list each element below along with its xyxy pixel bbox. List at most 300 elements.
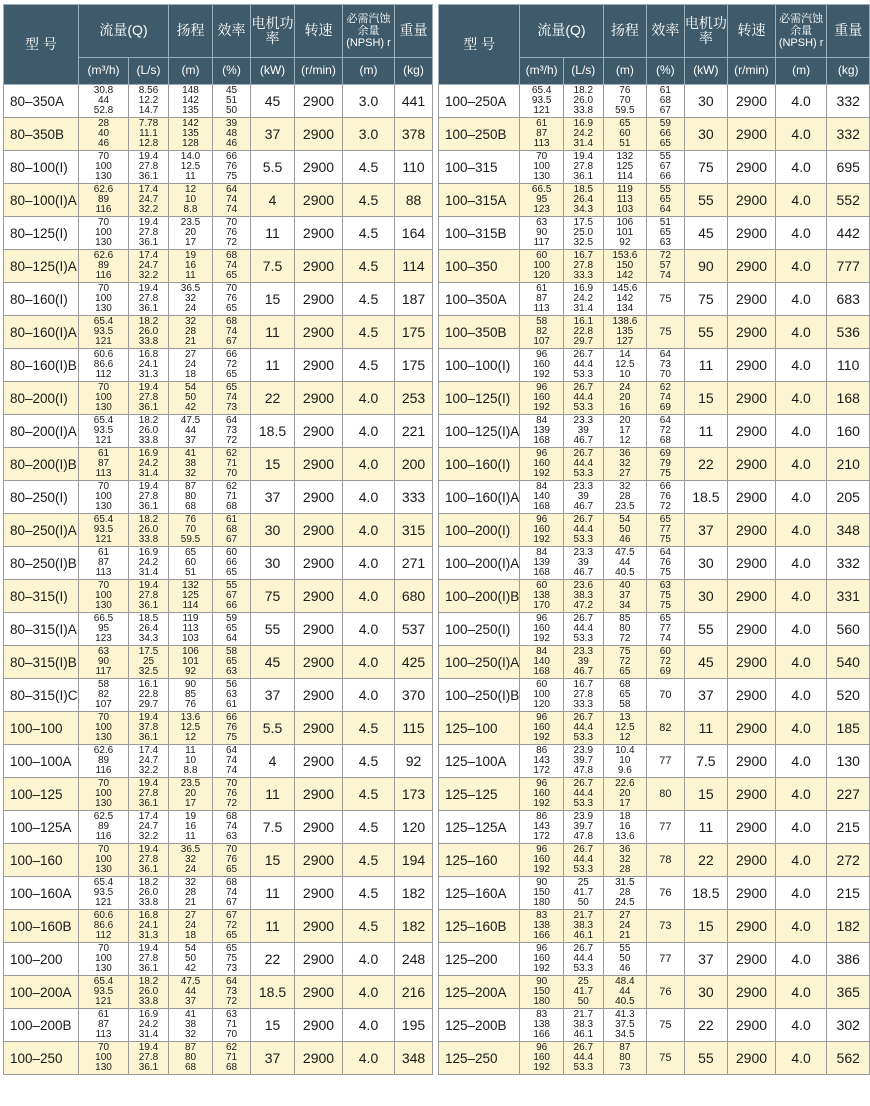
flow-m3h-cell-value: 96	[536, 844, 548, 855]
head-cell-value: 47.5	[180, 976, 201, 987]
flow-ls-cell-value: 39	[577, 425, 589, 436]
head-cell-value: 138.6	[612, 316, 638, 327]
flow-m3h-cell-value: 160	[533, 458, 550, 469]
flow-m3h-cell	[520, 514, 564, 547]
flow-m3h-cell	[79, 646, 129, 679]
efficiency-cell-value: 73	[225, 986, 238, 997]
flow-m3h-cell-value: 63	[97, 646, 110, 657]
efficiency-cell-value: 75	[659, 534, 671, 545]
table-row	[4, 250, 433, 283]
flow-ls-cell-value: 24.2	[138, 1019, 159, 1030]
head-cell-value: 32	[184, 468, 197, 479]
efficiency-cell-value: 62	[659, 382, 671, 393]
flow-ls-cell-value: 27.8	[138, 590, 159, 601]
flow-m3h-cell-value: 121	[95, 336, 112, 347]
efficiency-cell	[647, 745, 685, 778]
flow-ls-cell-value: 16.8	[138, 910, 159, 921]
speed-cell: 2900	[728, 910, 776, 943]
head-cell-value: 24	[619, 382, 631, 393]
npsh-cell: 4.0	[775, 778, 827, 811]
flow-m3h-cell-value: 170	[533, 600, 550, 611]
head-cell	[169, 712, 213, 745]
efficiency-cell-value: 56	[225, 679, 238, 690]
power-cell: 22	[684, 448, 728, 481]
flow-ls-cell-value: 46.1	[573, 930, 594, 941]
flow-ls-cell-value: 16.9	[573, 118, 594, 129]
flow-m3h-cell	[520, 712, 564, 745]
head-cell-value: 145.6	[612, 283, 638, 294]
flow-m3h-cell-value: 116	[95, 204, 112, 215]
head-cell	[169, 118, 213, 151]
flow-m3h-cell	[520, 481, 564, 514]
table-row	[439, 118, 870, 151]
efficiency-cell-value: 67	[225, 534, 238, 545]
flow-ls-cell	[564, 217, 604, 250]
efficiency-cell	[213, 613, 251, 646]
flow-m3h-cell-value: 62.6	[93, 184, 114, 195]
efficiency-cell	[213, 382, 251, 415]
table-row	[4, 943, 433, 976]
npsh-cell: 4.0	[343, 613, 395, 646]
power-cell: 5.5	[251, 712, 295, 745]
flow-m3h-cell-value: 84	[536, 646, 548, 657]
weight-cell: 333	[395, 481, 433, 514]
efficiency-cell-value: 68	[225, 250, 238, 261]
table-row	[439, 910, 870, 943]
flow-m3h-cell	[520, 679, 564, 712]
npsh-cell: 4.0	[775, 514, 827, 547]
npsh-cell: 4.0	[775, 184, 827, 217]
flow-m3h-cell-value: 116	[95, 270, 112, 281]
head-cell-value: 58	[619, 699, 631, 710]
power-cell: 11	[684, 349, 728, 382]
header-model: 型 号	[439, 5, 520, 85]
table-row	[4, 976, 433, 1009]
flow-ls-cell	[129, 85, 169, 118]
npsh-cell: 4.0	[775, 679, 827, 712]
power-cell: 55	[684, 1042, 728, 1075]
npsh-cell: 4.5	[343, 250, 395, 283]
head-cell	[169, 976, 213, 1009]
head-cell	[603, 151, 647, 184]
flow-m3h-cell	[520, 646, 564, 679]
flow-m3h-cell-value: 166	[533, 1029, 550, 1040]
efficiency-cell	[213, 712, 251, 745]
model-cell: 80–250(I)	[4, 481, 79, 514]
power-cell: 75	[251, 580, 295, 613]
head-cell-value: 12.5	[180, 722, 201, 733]
model-cell: 100–250A	[439, 85, 520, 118]
head-cell	[603, 349, 647, 382]
efficiency-cell	[647, 151, 685, 184]
flow-m3h-cell-value: 140	[533, 491, 550, 502]
head-cell-value: 23.5	[180, 217, 201, 228]
weight-cell: 160	[827, 415, 870, 448]
flow-ls-cell	[129, 712, 169, 745]
head-cell	[169, 382, 213, 415]
flow-ls-cell-value: 34.3	[573, 204, 594, 215]
flow-ls-cell-value: 46.7	[573, 567, 594, 578]
head-cell	[169, 250, 213, 283]
power-cell: 15	[684, 778, 728, 811]
power-cell: 37	[251, 118, 295, 151]
flow-ls-cell	[129, 250, 169, 283]
flow-ls-cell	[129, 382, 169, 415]
flow-m3h-cell	[520, 1042, 564, 1075]
head-cell-value: 10	[184, 194, 197, 205]
unit-head: (m)	[169, 58, 213, 85]
flow-ls-cell-value: 27.8	[138, 1052, 159, 1063]
power-cell: 55	[251, 613, 295, 646]
flow-ls-cell-value: 26.7	[573, 613, 594, 624]
head-cell-value: 20	[184, 788, 197, 799]
npsh-cell: 4.5	[343, 811, 395, 844]
head-cell-value: 24	[184, 303, 197, 314]
flow-m3h-cell-value: 113	[533, 303, 550, 314]
head-cell	[169, 1009, 213, 1042]
head-cell-value: 37.5	[615, 1019, 635, 1030]
flow-m3h-cell-value: 192	[533, 369, 550, 380]
flow-m3h-cell	[79, 745, 129, 778]
speed-cell: 2900	[728, 877, 776, 910]
power-cell: 30	[684, 85, 728, 118]
flow-m3h-cell-value: 62.5	[93, 811, 114, 822]
flow-ls-cell	[129, 778, 169, 811]
head-cell-value: 76	[619, 85, 631, 96]
flow-ls-cell-value: 41.7	[573, 887, 594, 898]
head-cell	[603, 283, 647, 316]
header-efficiency: 效率	[647, 5, 685, 58]
flow-m3h-cell-value: 95	[97, 623, 110, 634]
efficiency-cell-value: 74	[659, 392, 671, 403]
efficiency-cell	[647, 250, 685, 283]
model-cell: 100–350B	[439, 316, 520, 349]
flow-m3h-cell-value: 60	[536, 679, 548, 690]
flow-m3h-cell-value: 61	[97, 448, 110, 459]
efficiency-cell	[647, 184, 685, 217]
flow-m3h-cell-value: 89	[97, 755, 110, 766]
flow-m3h-cell-value: 160	[533, 359, 550, 370]
speed-cell: 2900	[728, 712, 776, 745]
flow-ls-cell-value: 44.4	[573, 623, 594, 634]
head-cell-value: 90	[184, 679, 197, 690]
flow-ls-cell-value: 26.0	[138, 986, 159, 997]
head-cell-value: 32	[184, 877, 197, 888]
flow-m3h-cell-value: 70	[97, 844, 110, 855]
table-row	[4, 217, 433, 250]
head-cell-value: 103	[616, 204, 634, 215]
efficiency-cell-value: 64	[225, 415, 238, 426]
flow-ls-cell	[129, 316, 169, 349]
efficiency-cell	[647, 118, 685, 151]
weight-cell: 331	[827, 580, 870, 613]
flow-m3h-cell	[520, 151, 564, 184]
power-cell: 11	[251, 316, 295, 349]
flow-m3h-cell-value: 107	[533, 336, 550, 347]
flow-m3h-cell-value: 96	[536, 382, 548, 393]
flow-m3h-cell	[79, 976, 129, 1009]
head-cell	[169, 877, 213, 910]
efficiency-cell	[213, 1009, 251, 1042]
flow-ls-cell-value: 36.1	[138, 171, 159, 182]
head-cell-value: 54	[184, 943, 197, 954]
flow-m3h-cell-value: 89	[97, 260, 110, 271]
head-cell	[603, 184, 647, 217]
head-cell-value: 10	[619, 755, 631, 766]
head-cell-value: 36	[619, 844, 631, 855]
head-cell	[603, 844, 647, 877]
head-cell-value: 44	[619, 986, 631, 997]
head-cell-value: 47.5	[180, 415, 201, 426]
head-cell-value: 40	[619, 580, 631, 591]
head-cell-value: 148	[182, 85, 199, 96]
head-cell-value: 24.5	[615, 897, 635, 908]
model-cell: 100–125(I)	[439, 382, 520, 415]
table-row	[439, 448, 870, 481]
header-power: 电机功率	[251, 5, 295, 58]
efficiency-cell-value: 65	[225, 369, 238, 380]
head-cell-value: 19	[184, 250, 197, 261]
model-cell: 125–200A	[439, 976, 520, 1009]
flow-m3h-cell-value: 139	[533, 425, 550, 436]
flow-ls-cell-value: 26.7	[573, 778, 594, 789]
table-row	[4, 184, 433, 217]
flow-m3h-cell-value: 63	[536, 217, 548, 228]
head-cell-value: 68	[184, 1062, 197, 1073]
head-cell	[603, 580, 647, 613]
speed-cell: 2900	[728, 580, 776, 613]
flow-m3h-cell-value: 93.5	[93, 326, 114, 337]
flow-m3h-cell	[79, 481, 129, 514]
head-cell-value: 21	[184, 336, 197, 347]
head-cell	[169, 679, 213, 712]
efficiency-cell	[213, 646, 251, 679]
npsh-cell: 4.0	[775, 877, 827, 910]
flow-ls-cell	[564, 679, 604, 712]
head-cell	[603, 118, 647, 151]
flow-ls-cell-value: 33.8	[573, 105, 594, 116]
efficiency-cell-value: 80	[659, 788, 672, 800]
flow-ls-cell	[564, 547, 604, 580]
model-cell: 125–160B	[439, 910, 520, 943]
speed-cell: 2900	[728, 118, 776, 151]
flow-ls-cell-value: 44.4	[573, 392, 594, 403]
flow-ls-cell	[564, 811, 604, 844]
table-row	[4, 679, 433, 712]
flow-ls-cell	[129, 448, 169, 481]
speed-cell: 2900	[295, 613, 343, 646]
flow-ls-cell	[564, 778, 604, 811]
flow-m3h-cell-value: 70	[97, 382, 110, 393]
flow-ls-cell-value: 7.78	[138, 118, 159, 129]
model-cell: 80–350A	[4, 85, 79, 118]
flow-ls-cell-value: 26.0	[138, 524, 159, 535]
flow-ls-cell-value: 36.1	[138, 963, 159, 974]
table-row	[439, 250, 870, 283]
efficiency-cell	[647, 1042, 685, 1075]
flow-m3h-cell-value: 138	[533, 1019, 550, 1030]
head-cell-value: 24	[184, 864, 197, 875]
npsh-cell: 4.0	[343, 448, 395, 481]
head-cell-value: 9.6	[617, 765, 632, 776]
head-cell-value: 38	[184, 1019, 197, 1030]
flow-m3h-cell-value: 66.5	[531, 184, 552, 195]
model-cell: 100–125(I)A	[439, 415, 520, 448]
efficiency-cell-value: 74	[225, 194, 238, 205]
efficiency-cell	[213, 415, 251, 448]
unit-flow-ls: (L/s)	[564, 58, 604, 85]
efficiency-cell-value: 74	[225, 821, 238, 832]
flow-ls-cell-value: 18.5	[138, 613, 159, 624]
model-cell: 125–125A	[439, 811, 520, 844]
flow-m3h-cell-value: 70	[97, 151, 110, 162]
model-cell: 100–250(I)A	[439, 646, 520, 679]
head-cell-value: 28	[619, 864, 631, 875]
flow-m3h-cell	[520, 877, 564, 910]
speed-cell: 2900	[728, 217, 776, 250]
flow-ls-cell-value: 26.7	[573, 349, 594, 360]
flow-ls-cell-value: 32.5	[573, 237, 594, 248]
flow-m3h-cell	[79, 250, 129, 283]
weight-cell: 205	[827, 481, 870, 514]
flow-ls-cell	[129, 811, 169, 844]
flow-ls-cell-value: 17.4	[138, 184, 159, 195]
power-cell: 22	[251, 943, 295, 976]
head-cell	[603, 1042, 647, 1075]
efficiency-cell-value: 64	[225, 976, 238, 987]
table-row	[4, 547, 433, 580]
efficiency-cell-value: 63	[225, 1009, 238, 1020]
efficiency-cell-value: 63	[659, 580, 671, 591]
efficiency-cell-value: 63	[225, 666, 238, 677]
flow-ls-cell-value: 26.0	[138, 425, 159, 436]
flow-ls-cell-value: 25	[577, 976, 589, 987]
flow-m3h-cell	[520, 415, 564, 448]
table-row	[439, 646, 870, 679]
flow-ls-cell	[129, 646, 169, 679]
table-row	[439, 349, 870, 382]
efficiency-cell-value: 64	[659, 349, 671, 360]
efficiency-cell-value: 75	[225, 171, 238, 182]
flow-m3h-cell-value: 192	[533, 963, 550, 974]
head-cell-value: 41	[184, 448, 197, 459]
speed-cell: 2900	[728, 514, 776, 547]
flow-ls-cell-value: 27.8	[138, 788, 159, 799]
flow-ls-cell-value: 33.3	[573, 270, 594, 281]
efficiency-cell	[213, 910, 251, 943]
npsh-cell: 4.5	[343, 316, 395, 349]
flow-ls-cell-value: 33.8	[138, 435, 159, 446]
flow-m3h-cell-value: 96	[536, 943, 548, 954]
flow-m3h-cell	[520, 1009, 564, 1042]
flow-m3h-cell	[79, 514, 129, 547]
power-cell: 22	[684, 844, 728, 877]
head-cell-value: 24	[619, 920, 631, 931]
efficiency-cell-value: 71	[225, 458, 238, 469]
flow-m3h-cell-value: 100	[95, 392, 112, 403]
efficiency-cell-value: 65	[659, 613, 671, 624]
flow-m3h-cell	[79, 217, 129, 250]
flow-m3h-cell	[520, 448, 564, 481]
model-cell: 80–125(I)	[4, 217, 79, 250]
weight-cell: 386	[827, 943, 870, 976]
header-efficiency: 效率	[213, 5, 251, 58]
unit-speed: (r/min)	[728, 58, 776, 85]
flow-ls-cell-value: 47.2	[573, 600, 594, 611]
speed-cell: 2900	[728, 151, 776, 184]
efficiency-cell	[213, 1042, 251, 1075]
efficiency-cell-value: 69	[659, 402, 671, 413]
flow-m3h-cell-value: 138	[533, 590, 550, 601]
flow-m3h-cell-value: 180	[533, 996, 550, 1007]
flow-m3h-cell-value: 61	[97, 547, 110, 558]
flow-m3h-cell-value: 160	[533, 788, 550, 799]
head-cell	[169, 448, 213, 481]
efficiency-cell-value: 82	[659, 722, 672, 734]
model-cell: 100–100(I)	[439, 349, 520, 382]
model-cell: 80–250(I)A	[4, 514, 79, 547]
head-cell	[169, 415, 213, 448]
head-cell-value: 70	[619, 95, 631, 106]
head-cell-value: 65	[619, 666, 631, 677]
power-cell: 5.5	[251, 151, 295, 184]
flow-m3h-cell-value: 83	[536, 910, 548, 921]
efficiency-cell-value: 70	[659, 369, 671, 380]
efficiency-cell-value: 76	[225, 227, 238, 238]
speed-cell: 2900	[295, 415, 343, 448]
flow-ls-cell-value: 18.2	[138, 877, 159, 888]
power-cell: 4	[251, 184, 295, 217]
head-cell	[603, 976, 647, 1009]
npsh-cell: 4.0	[343, 547, 395, 580]
model-cell: 100–160A	[4, 877, 79, 910]
table-row	[439, 151, 870, 184]
flow-m3h-cell-value: 172	[533, 765, 550, 776]
flow-ls-cell-value: 24.1	[138, 359, 159, 370]
flow-m3h-cell	[79, 382, 129, 415]
flow-ls-cell	[129, 679, 169, 712]
flow-ls-cell-value: 26.0	[138, 326, 159, 337]
flow-ls-cell	[129, 844, 169, 877]
efficiency-cell-value: 65	[659, 514, 671, 525]
head-cell-value: 101	[616, 227, 634, 238]
efficiency-cell-value: 76	[659, 887, 672, 899]
flow-m3h-cell-value: 112	[95, 369, 112, 380]
flow-ls-cell-value: 26.7	[573, 712, 594, 723]
flow-m3h-cell-value: 130	[95, 864, 112, 875]
flow-m3h-cell-value: 143	[533, 755, 550, 766]
flow-m3h-cell-value: 84	[536, 481, 548, 492]
weight-cell: 332	[827, 547, 870, 580]
flow-ls-cell-value: 44.4	[573, 788, 594, 799]
model-cell: 80–250(I)B	[4, 547, 79, 580]
speed-cell: 2900	[295, 877, 343, 910]
npsh-cell: 4.0	[775, 118, 827, 151]
flow-ls-cell-value: 18.2	[138, 415, 159, 426]
flow-ls-cell-value: 36.1	[138, 732, 159, 743]
flow-m3h-cell	[520, 85, 564, 118]
efficiency-cell-value: 57	[659, 260, 671, 271]
head-cell-value: 150	[616, 260, 634, 271]
efficiency-cell-value: 46	[225, 138, 238, 149]
flow-ls-cell-value: 25	[142, 656, 155, 667]
flow-m3h-cell	[79, 613, 129, 646]
flow-m3h-cell-value: 112	[95, 930, 112, 941]
weight-cell: 120	[395, 811, 433, 844]
efficiency-cell-value: 71	[225, 1052, 238, 1063]
flow-ls-cell-value: 18.2	[138, 316, 159, 327]
flow-ls-cell-value: 27.8	[138, 293, 159, 304]
